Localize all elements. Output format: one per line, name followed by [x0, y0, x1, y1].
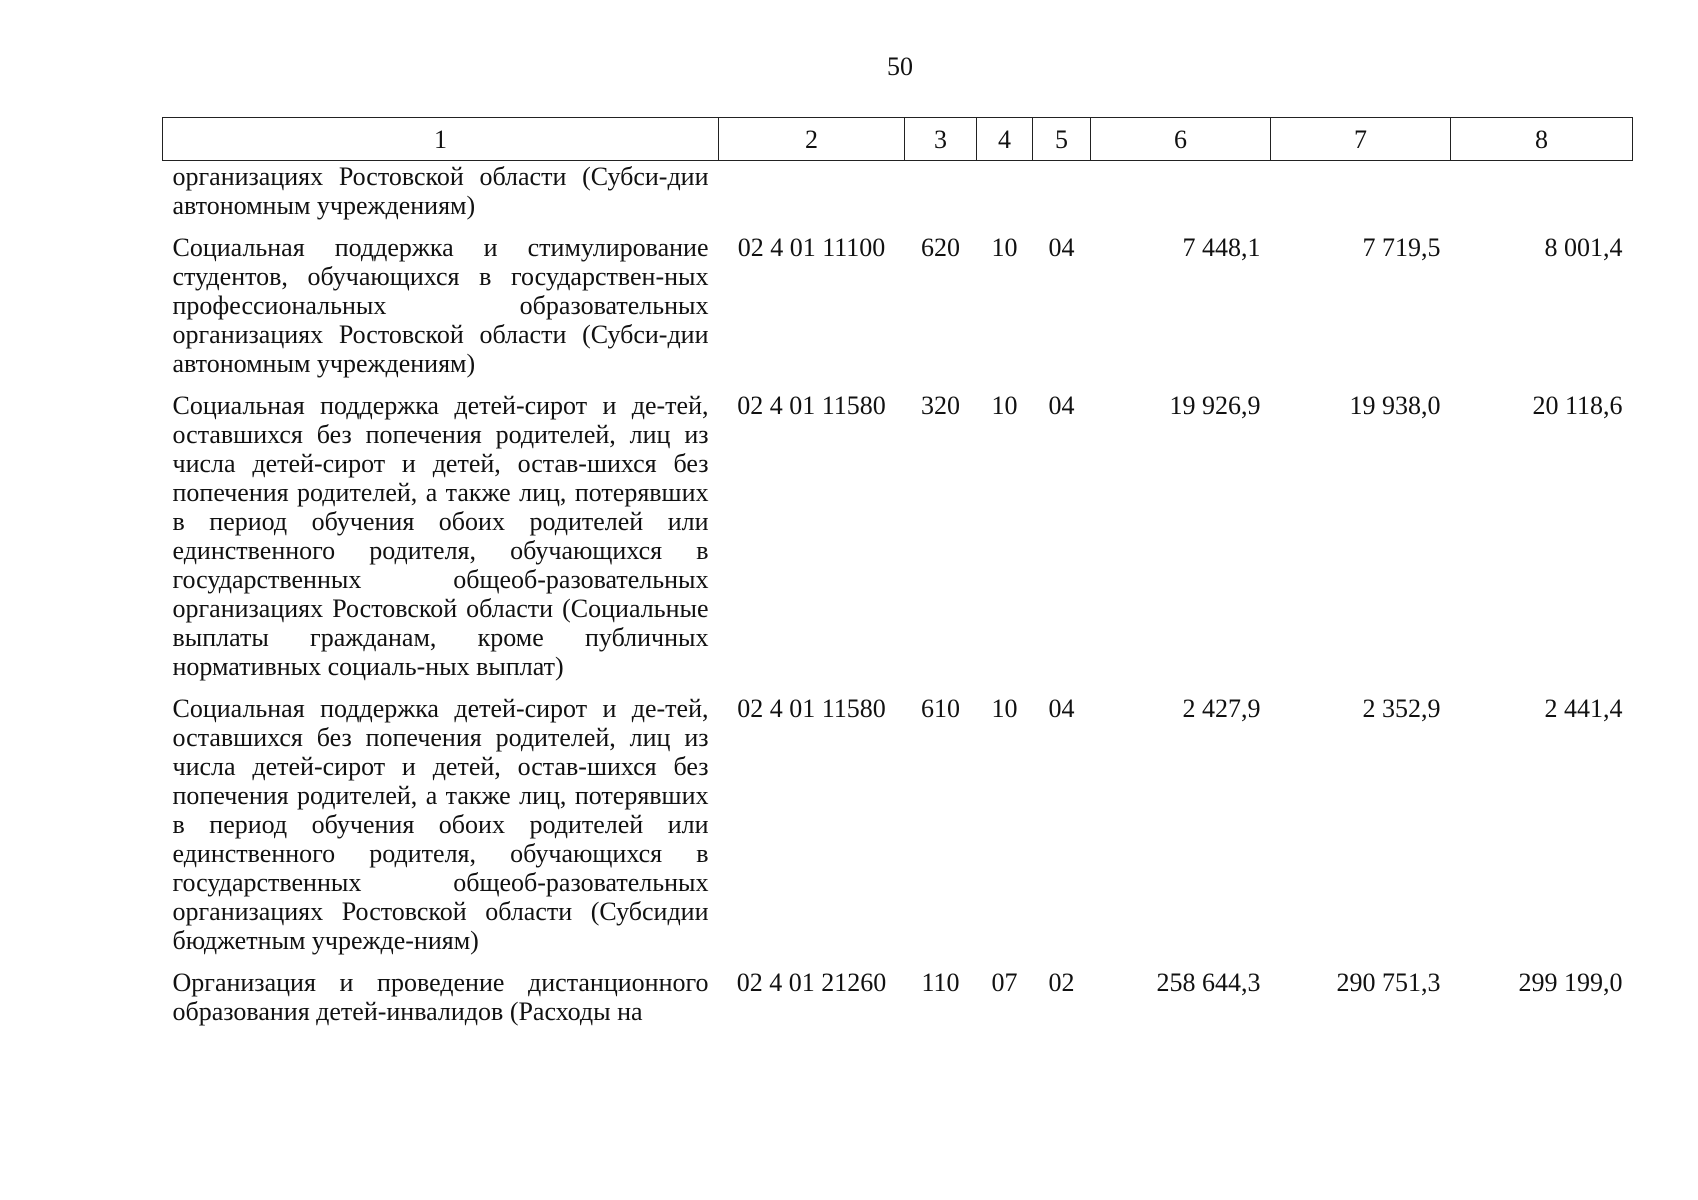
row-value-2: 2 352,9	[1362, 694, 1441, 723]
row-value-3: 2 441,4	[1544, 694, 1623, 723]
row-vr: 110	[921, 968, 960, 997]
row-vr	[905, 161, 977, 234]
row-value-1	[1091, 161, 1271, 234]
row-pr	[1033, 161, 1091, 234]
column-header-6: 6	[1091, 118, 1271, 161]
row-rz	[977, 161, 1033, 234]
row-name: Организация и проведение дистанционного образования детей-инвалидов (Расходы на	[172, 968, 709, 1026]
row-rz: 07	[991, 968, 1018, 997]
row-name: Социальная поддержка и стимулирование студентов, обучающихся в государствен-ных профессиональных образовательных организациях Ростовской области (Субси-дии автономным учреждениям)	[172, 233, 709, 378]
row-code: 02 4 01 21260	[736, 968, 887, 997]
row-value-2: 7 719,5	[1362, 233, 1441, 262]
table-row	[163, 968, 1633, 1026]
row-code	[719, 161, 905, 234]
row-rz: 10	[991, 233, 1018, 262]
column-header-7: 7	[1271, 118, 1451, 161]
column-header-1: 1	[163, 118, 719, 161]
table-row	[163, 391, 1633, 694]
row-name: Социальная поддержка детей-сирот и де-тей, оставшихся без попечения родителей, лиц из числа детей-сирот и детей, остав-шихся без попечения родителей, а также лиц, потерявших в период обучения обоих родителей или единственного родителя, обучающихся в государственных общеоб-разовательных организациях Ростовской области (Субсидии бюджетным учрежде-ниям)	[172, 694, 709, 955]
row-value-1: 258 644,3	[1156, 968, 1261, 997]
row-vr: 620	[921, 233, 960, 262]
row-code: 02 4 01 11580	[737, 391, 886, 420]
row-value-2	[1271, 161, 1451, 234]
row-vr: 320	[921, 391, 960, 420]
table-row	[163, 694, 1633, 968]
table-row	[163, 161, 1633, 234]
row-value-3: 8 001,4	[1544, 233, 1623, 262]
row-value-1: 7 448,1	[1182, 233, 1261, 262]
table-row	[163, 233, 1633, 391]
row-value-2: 19 938,0	[1349, 391, 1441, 420]
row-pr: 02	[1048, 968, 1075, 997]
row-pr: 04	[1048, 391, 1075, 420]
header-row	[163, 118, 1633, 161]
column-header-5: 5	[1033, 118, 1091, 161]
row-pr: 04	[1048, 233, 1075, 262]
budget-table	[162, 117, 1633, 1026]
row-code: 02 4 01 11580	[737, 694, 886, 723]
row-name: Социальная поддержка детей-сирот и де-тей, оставшихся без попечения родителей, лиц из числа детей-сирот и детей, остав-шихся без попечения родителей, а также лиц, потерявших в период обучения обоих родителей или единственного родителя, обучающихся в государственных общеоб-разовательных организациях Ростовской области (Социальные выплаты гражданам, кроме публичных нормативных социаль-ных выплат)	[172, 391, 709, 681]
row-vr: 610	[921, 694, 960, 723]
row-rz: 10	[991, 391, 1018, 420]
row-value-2: 290 751,3	[1336, 968, 1441, 997]
row-pr: 04	[1048, 694, 1075, 723]
row-code: 02 4 01 11100	[737, 233, 886, 262]
row-value-3: 20 118,6	[1532, 391, 1623, 420]
row-name: организациях Ростовской области (Субси-дии автономным учреждениям)	[172, 162, 709, 220]
column-header-3: 3	[905, 118, 977, 161]
row-value-1: 19 926,9	[1169, 391, 1261, 420]
row-value-1: 2 427,9	[1182, 694, 1261, 723]
column-header-8: 8	[1451, 118, 1633, 161]
row-value-3	[1451, 161, 1633, 234]
page-number: 50	[887, 52, 913, 81]
column-header-2: 2	[719, 118, 905, 161]
row-value-3: 299 199,0	[1518, 968, 1623, 997]
column-header-4: 4	[977, 118, 1033, 161]
row-rz: 10	[991, 694, 1018, 723]
